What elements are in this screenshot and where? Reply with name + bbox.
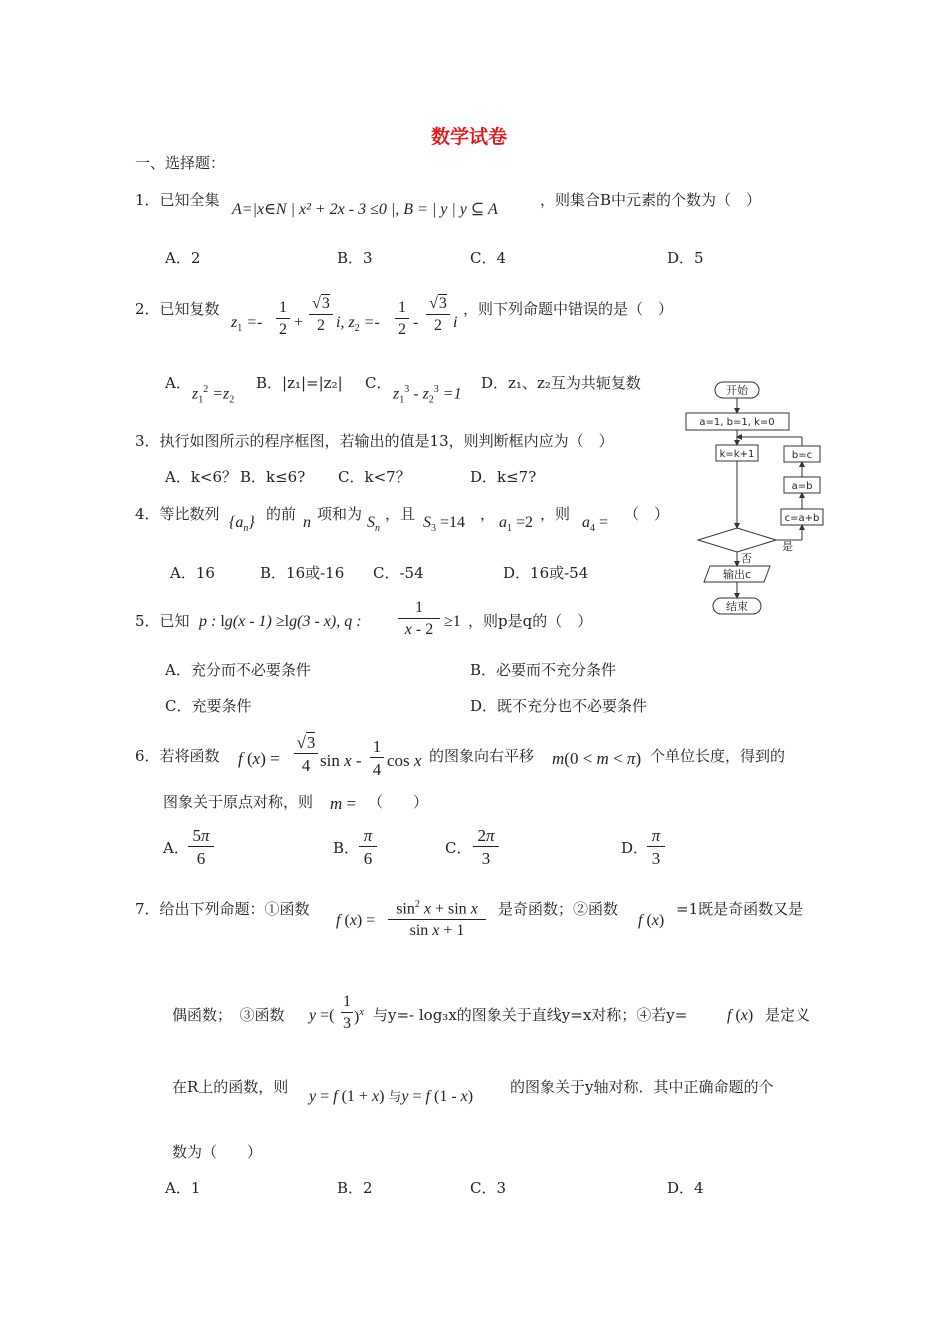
q4-text-4: ，且	[385, 505, 416, 523]
q7-option-d: D．4	[667, 1179, 704, 1197]
q4-sequence: $\{a_n\}$	[229, 514, 255, 535]
q4-text-5: ，	[480, 505, 496, 523]
flow-a-label: a=b	[791, 481, 813, 492]
q4-a1: $a_1 =2$	[499, 514, 534, 535]
q7-line3b: 的图象关于y轴对称．其中正确命题的个	[510, 1078, 774, 1096]
q6-option-b-value: $\frac{\pi}{6}$	[359, 827, 377, 867]
q2-option-a-formula: $z_1^2 =z_2$	[192, 384, 235, 406]
flow-init-label: a=1, b=1, k=0	[699, 417, 775, 428]
q7-fx: f (x)	[727, 1007, 754, 1024]
q1-option-c: C．4	[470, 249, 507, 267]
q2-label: 2．已知复数	[135, 300, 220, 318]
q3-text: 3．执行如图所示的程序框图，若输出的值是13，则判断框内应为（ ）	[135, 432, 614, 450]
q2-option-d: D．z₁、z₂互为共轭复数	[481, 374, 641, 392]
q7-f2: f (x)	[638, 912, 665, 929]
flow-start-label: 开始	[726, 384, 748, 397]
q6-m-eq: m =	[330, 794, 357, 813]
q4-text-2: 的前	[266, 505, 297, 523]
flow-end-label: 结束	[726, 600, 748, 613]
q7-label: 7．给出下列命题：①函数	[135, 900, 310, 918]
q5-geq: ≥1	[444, 613, 461, 630]
q7-third: $\frac{1}{3}$	[343, 993, 351, 1032]
q1-tail: ，则集合B中元素的个数为（ ）	[540, 191, 762, 209]
q7-f1: f (x) =	[336, 912, 376, 929]
q5-fraction: $\frac{1}{x - 2}$	[398, 600, 440, 638]
q4-sn: $S_n$	[367, 514, 380, 535]
q5-option-c: C．充要条件	[165, 697, 252, 715]
q6-line2-tail: （ ）	[368, 793, 429, 811]
program-flowchart	[680, 378, 830, 623]
q2-option-c-formula: $z_1^3 - z_2^3 =1$	[393, 384, 462, 406]
q5-tail: ，则p是q的（ ）	[468, 612, 593, 630]
q7-option-a: A．1	[165, 1179, 201, 1197]
q6-option-a-value: $\frac{5\pi}{6}$	[188, 827, 214, 867]
q5-option-d: D．既不充分也不必要条件	[470, 697, 648, 715]
flow-no-label: 否	[741, 552, 752, 565]
q6-option-c-value: $\frac{2\pi}{3}$	[473, 827, 499, 867]
q7-option-b: B．2	[337, 1179, 373, 1197]
q7-f1-fraction: $\frac{\sin^2 x + \sin x}{\text{sin x + 1}}$	[388, 900, 486, 939]
q7-exp: )$^x$	[354, 1007, 364, 1026]
q4-text-3: 项和为	[317, 505, 363, 523]
q6-line2: 图象关于原点对称，则	[163, 793, 314, 811]
q1-option-a: A．2	[165, 249, 201, 267]
q5-option-b: B．必要而不充分条件	[470, 661, 617, 679]
q4-option-a: A．16	[170, 564, 215, 582]
q7-line2c: 是定义	[765, 1006, 811, 1024]
q3-option-a: A．k<6？	[165, 468, 238, 486]
q7-mid1: 是奇函数；②函数	[498, 900, 619, 918]
flow-decision-box	[698, 528, 776, 552]
q3-option-d: D．k≤7?	[470, 468, 537, 486]
q5-option-a: A．充分而不必要条件	[165, 661, 311, 679]
q7-line3a: 在R上的函数，则	[172, 1078, 289, 1096]
q6-option-a: A．	[163, 839, 189, 857]
q2-option-a: A．	[165, 374, 191, 392]
q7-mid2: =1既是奇函数又是	[676, 900, 804, 918]
q4-n: n	[303, 514, 311, 531]
q1-label: 1．已知全集	[135, 191, 220, 209]
flow-b-label: b=c	[791, 450, 813, 461]
q1-option-b: B．3	[337, 249, 373, 267]
q2-option-b: B．|z₁|=|z₂|	[256, 374, 343, 392]
q6-option-d: D．	[621, 839, 649, 857]
q4-text-6: ，则	[540, 505, 571, 523]
q6-option-c: C．	[445, 839, 472, 857]
flow-step-label: k=k+1	[719, 449, 755, 460]
q6-option-b: B．	[333, 839, 360, 857]
section-heading: 一、选择题：	[135, 154, 226, 172]
q4-option-b: B．16或-16	[260, 564, 345, 582]
q6-range: m(0 < m < π)	[552, 749, 642, 768]
q6-mid: 的图象向右平移	[429, 747, 535, 765]
q7-line2b: 与y=- log₃x的图象关于直线y=x对称；④若y=	[373, 1006, 688, 1024]
q6-option-d-value: $\frac{\pi}{3}$	[647, 827, 665, 867]
q4-option-c: C．-54	[373, 564, 424, 582]
q7-line4: 数为（ ）	[172, 1143, 263, 1161]
q4-text-1: 4．等比数列	[135, 505, 220, 523]
q3-option-b: B．k≤6?	[240, 468, 306, 486]
q7-symmetry: y = f (1 + x) 与y = f (1 - x)	[309, 1088, 474, 1105]
q4-s3: $S_3 =14$	[423, 514, 466, 535]
q6-tail: 个单位长度，得到的	[650, 747, 786, 765]
q1-option-d: D．5	[667, 249, 704, 267]
q4-option-d: D．16或-54	[503, 564, 589, 582]
page-title: 数学试卷	[431, 126, 508, 148]
q2-tail: ，则下列命题中错误的是（ ）	[463, 300, 674, 318]
flow-c-label: c=a+b	[784, 513, 820, 524]
q6-label: 6．若将函数	[135, 747, 220, 765]
q4-a4: $a_4$ =	[582, 514, 609, 535]
q1-set-expression: A=|x∈N | x² + 2x - 3 ≤0 |, B = | y | y ⊆ A	[232, 201, 498, 218]
flow-yes-label: 是	[782, 540, 793, 553]
q7-y-eq: y =(	[309, 1007, 335, 1024]
q2-option-c: C．	[365, 374, 392, 392]
q4-text-7: （ ）	[624, 505, 670, 523]
q5-label: 5．已知	[135, 612, 190, 630]
q5-formula: p : lg(x - 1) ≥lg(3 - x), q :	[199, 613, 362, 630]
flow-output-label: 输出c	[722, 568, 752, 581]
q3-option-c: C．k<7？	[338, 468, 411, 486]
q7-option-c: C．3	[470, 1179, 507, 1197]
q7-line2a: 偶函数； ③函数	[172, 1006, 285, 1024]
